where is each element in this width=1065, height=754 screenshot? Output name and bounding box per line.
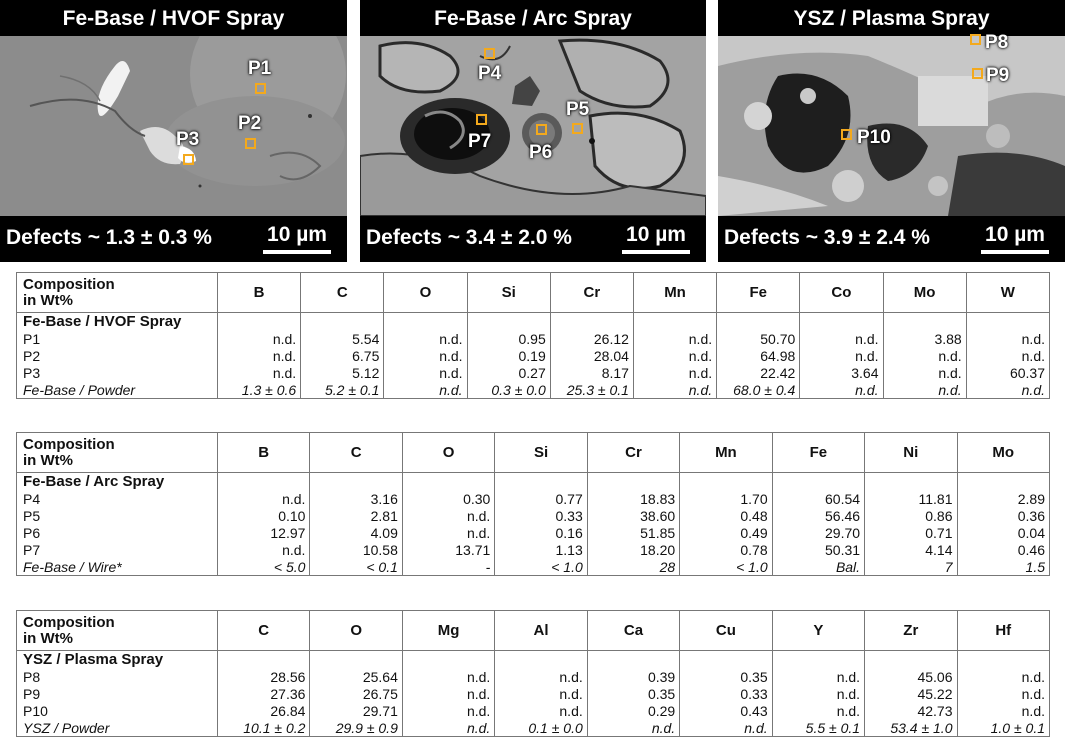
reference-label: Fe-Base / Powder xyxy=(17,382,218,399)
table-cell: 7 xyxy=(865,559,957,576)
table-cell: 1.13 xyxy=(495,542,587,559)
table-cell: n.d. xyxy=(495,669,587,686)
table-cell: 25.64 xyxy=(310,669,402,686)
table-cell: 3.88 xyxy=(883,331,966,348)
table-cell: 0.30 xyxy=(402,491,494,508)
table-cell: 5.2 ± 0.1 xyxy=(301,382,384,399)
table-cell: < 1.0 xyxy=(495,559,587,576)
column-header: Co xyxy=(800,273,883,313)
point-label-p5: P5 xyxy=(566,99,590,120)
table-cell: n.d. xyxy=(957,669,1050,686)
table-cell: 29.70 xyxy=(772,525,864,542)
defects-label: Defects ~ 3.4 ± 2.0 % xyxy=(366,226,572,249)
section-label: Fe-Base / Arc Spray xyxy=(17,473,218,491)
table-cell: 1.3 ± 0.6 xyxy=(218,382,301,399)
measurement-marker-p10 xyxy=(841,129,852,140)
row-label: P7 xyxy=(17,542,218,559)
table-cell: 1.70 xyxy=(680,491,772,508)
panel-footer xyxy=(360,216,706,262)
table-cell: 50.70 xyxy=(717,331,800,348)
table-cell: 29.9 ± 0.9 xyxy=(310,720,402,737)
column-header: Y xyxy=(772,611,864,651)
table-cell: 5.12 xyxy=(301,365,384,382)
table-row xyxy=(17,703,1050,720)
reference-row xyxy=(17,720,1050,737)
table-cell: 60.54 xyxy=(772,491,864,508)
section-label: YSZ / Plasma Spray xyxy=(17,651,218,669)
table-cell: 0.33 xyxy=(680,686,772,703)
table-cell: 0.95 xyxy=(467,331,550,348)
row-label: P9 xyxy=(17,686,218,703)
table-cell: 0.78 xyxy=(680,542,772,559)
point-label-p7: P7 xyxy=(468,131,492,152)
scale-label: 10 µm xyxy=(626,223,686,246)
point-label-p3: P3 xyxy=(176,129,200,150)
table-cell: < 1.0 xyxy=(680,559,772,576)
table-cell: < 0.1 xyxy=(310,559,402,576)
column-header: C xyxy=(310,433,402,473)
table-cell: 51.85 xyxy=(587,525,679,542)
table-cell: 0.36 xyxy=(957,508,1050,525)
table-cell: 0.35 xyxy=(587,686,679,703)
table-cell: n.d. xyxy=(957,686,1050,703)
table-cell: n.d. xyxy=(633,382,716,399)
table-cell: 0.10 xyxy=(218,508,310,525)
measurement-marker-p6 xyxy=(536,124,547,135)
table-cell: n.d. xyxy=(384,365,467,382)
column-header: Mg xyxy=(402,611,494,651)
scale-line xyxy=(622,250,690,254)
table-cell: 5.54 xyxy=(301,331,384,348)
table-row xyxy=(17,331,1050,348)
sem-micrograph-hvof xyxy=(0,36,347,216)
table-cell: 6.75 xyxy=(301,348,384,365)
scale-bar xyxy=(622,224,690,254)
table-cell: - xyxy=(402,559,494,576)
table-cell: n.d. xyxy=(402,525,494,542)
table-cell: 42.73 xyxy=(865,703,957,720)
table-cell: n.d. xyxy=(495,703,587,720)
table-cell: 1.0 ± 0.1 xyxy=(957,720,1050,737)
section-row xyxy=(17,473,1050,491)
column-header: Cu xyxy=(680,611,772,651)
column-header: Ca xyxy=(587,611,679,651)
row-label: P4 xyxy=(17,491,218,508)
reference-row xyxy=(17,382,1050,399)
section-row xyxy=(17,313,1050,331)
table-cell: n.d. xyxy=(966,348,1049,365)
point-label-p4: P4 xyxy=(478,63,502,84)
table-cell: n.d. xyxy=(800,382,883,399)
column-header: B xyxy=(218,433,310,473)
table-row xyxy=(17,525,1050,542)
column-header: Zr xyxy=(865,611,957,651)
table-header-row xyxy=(17,433,1050,473)
table-cell: 0.49 xyxy=(680,525,772,542)
table-cell: 4.14 xyxy=(865,542,957,559)
table-cell: 4.09 xyxy=(310,525,402,542)
panel-title: Fe-Base / HVOF Spray xyxy=(0,0,347,36)
table-cell: 29.71 xyxy=(310,703,402,720)
table-cell: n.d. xyxy=(384,348,467,365)
table-row xyxy=(17,508,1050,525)
table-cell: 0.19 xyxy=(467,348,550,365)
table-cell: n.d. xyxy=(218,491,310,508)
table-cell: 8.17 xyxy=(550,365,633,382)
table-row xyxy=(17,669,1050,686)
table-header-row xyxy=(17,273,1050,313)
row-label: P6 xyxy=(17,525,218,542)
table-cell: 56.46 xyxy=(772,508,864,525)
table-cell: n.d. xyxy=(402,703,494,720)
column-header: W xyxy=(966,273,1049,313)
table-cell: n.d. xyxy=(384,382,467,399)
table-cell: 0.46 xyxy=(957,542,1050,559)
table-cell: Bal. xyxy=(772,559,864,576)
table-cell: n.d. xyxy=(633,348,716,365)
section-row xyxy=(17,651,1050,669)
column-header: Mo xyxy=(883,273,966,313)
measurement-marker-p1 xyxy=(255,83,266,94)
row-label: P3 xyxy=(17,365,218,382)
composition-header: Composition in Wt% xyxy=(17,273,218,313)
scale-bar xyxy=(263,224,331,254)
defects-label: Defects ~ 3.9 ± 2.4 % xyxy=(724,226,930,249)
scale-label: 10 µm xyxy=(985,223,1045,246)
table-cell: 0.77 xyxy=(495,491,587,508)
table-cell: n.d. xyxy=(883,348,966,365)
table-cell: 2.81 xyxy=(310,508,402,525)
point-label-p1: P1 xyxy=(248,58,272,79)
table-cell: 26.12 xyxy=(550,331,633,348)
table-cell: 22.42 xyxy=(717,365,800,382)
measurement-marker-p8 xyxy=(970,34,981,45)
table-cell: n.d. xyxy=(772,669,864,686)
table-cell: 45.22 xyxy=(865,686,957,703)
reference-label: YSZ / Powder xyxy=(17,720,218,737)
row-label: P10 xyxy=(17,703,218,720)
table-cell: n.d. xyxy=(800,331,883,348)
table-cell: 5.5 ± 0.1 xyxy=(772,720,864,737)
measurement-marker-p2 xyxy=(245,138,256,149)
scale-line xyxy=(981,250,1049,254)
measurement-marker-p9 xyxy=(972,68,983,79)
table-cell: n.d. xyxy=(587,720,679,737)
table-cell: 0.16 xyxy=(495,525,587,542)
table-cell: n.d. xyxy=(218,365,301,382)
table-cell: 18.83 xyxy=(587,491,679,508)
table-row xyxy=(17,365,1050,382)
scale-label: 10 µm xyxy=(267,223,327,246)
table-cell: 0.35 xyxy=(680,669,772,686)
table-cell: 26.75 xyxy=(310,686,402,703)
section-label: Fe-Base / HVOF Spray xyxy=(17,313,218,331)
table-cell: 0.71 xyxy=(865,525,957,542)
table-row xyxy=(17,491,1050,508)
panel-footer xyxy=(0,216,347,262)
reference-label: Fe-Base / Wire* xyxy=(17,559,218,576)
row-label: P5 xyxy=(17,508,218,525)
point-label-p6: P6 xyxy=(529,142,553,163)
sem-image xyxy=(360,36,706,216)
table-cell: n.d. xyxy=(402,669,494,686)
table-cell: 45.06 xyxy=(865,669,957,686)
column-header: Mn xyxy=(633,273,716,313)
table-cell: n.d. xyxy=(633,365,716,382)
table-cell: 50.31 xyxy=(772,542,864,559)
column-header: C xyxy=(218,611,310,651)
table-cell: n.d. xyxy=(772,686,864,703)
composition-table-arc xyxy=(16,432,1050,576)
table-cell: 18.20 xyxy=(587,542,679,559)
scale-line xyxy=(263,250,331,254)
row-label: P1 xyxy=(17,331,218,348)
table-cell: n.d. xyxy=(883,382,966,399)
reference-row xyxy=(17,559,1050,576)
column-header: Si xyxy=(495,433,587,473)
column-header: B xyxy=(218,273,301,313)
table-cell: 10.58 xyxy=(310,542,402,559)
table-cell: n.d. xyxy=(680,720,772,737)
table-cell: 0.27 xyxy=(467,365,550,382)
measurement-marker-p7 xyxy=(476,114,487,125)
table-cell: 0.04 xyxy=(957,525,1050,542)
micrograph-panel-hvof xyxy=(0,0,347,262)
table-row xyxy=(17,686,1050,703)
table-cell: 0.39 xyxy=(587,669,679,686)
row-label: P8 xyxy=(17,669,218,686)
measurement-marker-p3 xyxy=(183,154,194,165)
table-cell: n.d. xyxy=(402,720,494,737)
table-header-row xyxy=(17,611,1050,651)
table-cell: n.d. xyxy=(633,331,716,348)
sem-image xyxy=(718,36,1065,216)
point-label-p9: P9 xyxy=(986,65,1010,86)
table-cell: 68.0 ± 0.4 xyxy=(717,382,800,399)
sem-micrograph-plasma xyxy=(718,36,1065,216)
sem-micrograph-arc xyxy=(360,36,706,216)
composition-table-plasma xyxy=(16,610,1050,737)
measurement-marker-p4 xyxy=(484,48,495,59)
table-cell: < 5.0 xyxy=(218,559,310,576)
composition-header: Composition in Wt% xyxy=(17,433,218,473)
point-label-p2: P2 xyxy=(238,113,262,134)
table-cell: 27.36 xyxy=(218,686,310,703)
column-header: Fe xyxy=(717,273,800,313)
row-label: P2 xyxy=(17,348,218,365)
column-header: O xyxy=(402,433,494,473)
column-header: Si xyxy=(467,273,550,313)
column-header: Ni xyxy=(865,433,957,473)
panel-title: Fe-Base / Arc Spray xyxy=(360,0,706,36)
table-cell: 0.3 ± 0.0 xyxy=(467,382,550,399)
table-cell: 28 xyxy=(587,559,679,576)
composition-header: Composition in Wt% xyxy=(17,611,218,651)
column-header: Fe xyxy=(772,433,864,473)
table-cell: n.d. xyxy=(495,686,587,703)
table-cell: 3.64 xyxy=(800,365,883,382)
column-header: O xyxy=(384,273,467,313)
table-row xyxy=(17,348,1050,365)
table-cell: 2.89 xyxy=(957,491,1050,508)
table-cell: 26.84 xyxy=(218,703,310,720)
table-cell: n.d. xyxy=(966,382,1049,399)
point-label-p8: P8 xyxy=(985,32,1009,53)
table-cell: n.d. xyxy=(402,508,494,525)
table-cell: 3.16 xyxy=(310,491,402,508)
panel-title: YSZ / Plasma Spray xyxy=(718,0,1065,36)
table-cell: n.d. xyxy=(800,348,883,365)
table-cell: 12.97 xyxy=(218,525,310,542)
table-cell: 0.48 xyxy=(680,508,772,525)
scale-bar xyxy=(981,224,1049,254)
measurement-marker-p5 xyxy=(572,123,583,134)
micrograph-panel-plasma xyxy=(718,0,1065,262)
table-cell: 10.1 ± 0.2 xyxy=(218,720,310,737)
table-cell: 1.5 xyxy=(957,559,1050,576)
table-cell: n.d. xyxy=(883,365,966,382)
table-row xyxy=(17,542,1050,559)
micrograph-panel-arc xyxy=(360,0,706,262)
table-cell: n.d. xyxy=(218,331,301,348)
table-cell: n.d. xyxy=(218,542,310,559)
table-cell: 28.56 xyxy=(218,669,310,686)
table-cell: n.d. xyxy=(957,703,1050,720)
column-header: Hf xyxy=(957,611,1050,651)
column-header: Cr xyxy=(587,433,679,473)
table-cell: 0.43 xyxy=(680,703,772,720)
table-cell: 38.60 xyxy=(587,508,679,525)
table-cell: 0.29 xyxy=(587,703,679,720)
column-header: Mo xyxy=(957,433,1050,473)
table-cell: 53.4 ± 1.0 xyxy=(865,720,957,737)
column-header: C xyxy=(301,273,384,313)
table-cell: n.d. xyxy=(384,331,467,348)
column-header: O xyxy=(310,611,402,651)
sem-image xyxy=(0,36,347,216)
table-cell: n.d. xyxy=(218,348,301,365)
composition-table-hvof xyxy=(16,272,1050,399)
defects-label: Defects ~ 1.3 ± 0.3 % xyxy=(6,226,212,249)
table-cell: 0.33 xyxy=(495,508,587,525)
table-cell: 0.1 ± 0.0 xyxy=(495,720,587,737)
table-cell: n.d. xyxy=(402,686,494,703)
column-header: Cr xyxy=(550,273,633,313)
table-cell: 13.71 xyxy=(402,542,494,559)
table-cell: 25.3 ± 0.1 xyxy=(550,382,633,399)
column-header: Mn xyxy=(680,433,772,473)
table-cell: n.d. xyxy=(772,703,864,720)
table-cell: 11.81 xyxy=(865,491,957,508)
table-cell: 0.86 xyxy=(865,508,957,525)
point-label-p10: P10 xyxy=(857,127,891,148)
table-cell: 60.37 xyxy=(966,365,1049,382)
table-cell: 28.04 xyxy=(550,348,633,365)
panel-footer xyxy=(718,216,1065,262)
column-header: Al xyxy=(495,611,587,651)
table-cell: n.d. xyxy=(966,331,1049,348)
table-cell: 64.98 xyxy=(717,348,800,365)
